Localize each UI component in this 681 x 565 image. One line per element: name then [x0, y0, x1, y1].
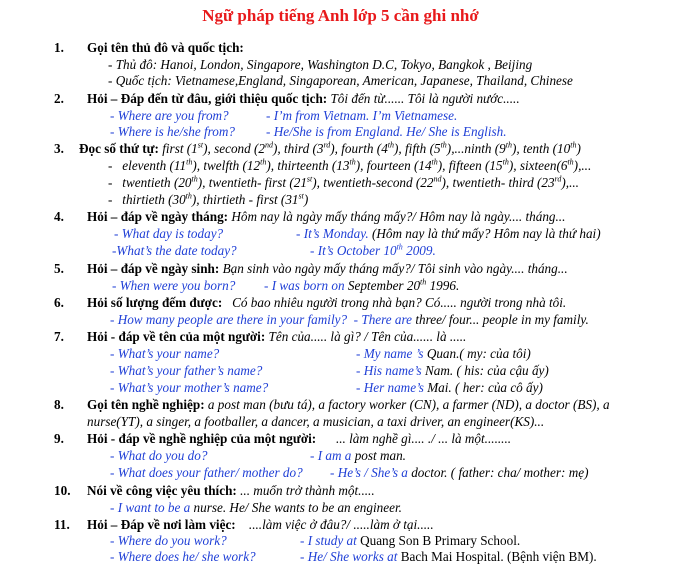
section-3-heading: Đọc số thứ tự: — [79, 141, 159, 156]
section-7-heading: Hỏi - đáp về tên của một người: — [87, 329, 266, 344]
section-7-line — [87, 328, 466, 345]
section-7-answer-2 — [356, 362, 549, 379]
section-1-capitals — [108, 56, 532, 73]
section-7-number: 7. — [54, 329, 64, 344]
question-text: - Where are you from? — [110, 108, 229, 123]
section-2-question-1 — [110, 107, 229, 124]
nationalities-text: - Quốc tịch: Vietnamese,England, Singaporean, American, Japanese, Thailand, Chinese — [108, 73, 573, 88]
section-5-answer-1: - I was born on September 20th 1996. — [264, 277, 460, 293]
answer-note: Mai. ( her: của cô ấy) — [427, 380, 543, 395]
answer-note: Quan.( my: của tôi) — [426, 346, 531, 361]
section-4-answer-1 — [296, 225, 601, 242]
section-5-number: 5. — [54, 261, 64, 276]
section-6-number: 6. — [54, 295, 64, 310]
question-text: - What’s your name? — [110, 346, 220, 361]
question-text: - When were you born? — [112, 278, 236, 293]
section-7-question-1 — [110, 345, 219, 362]
section-9-question-2 — [110, 464, 303, 481]
section-8-number: 8. — [54, 397, 64, 412]
section-11-answer-2 — [300, 548, 597, 565]
section-9-tail: ... làm nghề gì.... ./ ... là một........ — [335, 431, 512, 446]
question-text: - Where is he/she from? — [110, 124, 236, 139]
section-11-heading: Hỏi – Đáp về nơi làm việc: — [87, 517, 236, 532]
answer-text: - My name ’s — [356, 346, 424, 361]
section-8-tail: a post man (bưu tá), a factory worker (CN), a farmer (ND), a doctor (BS), a — [207, 397, 610, 412]
answer-note: doctor. — [411, 465, 448, 480]
section-6-tail: Có bao nhiêu người trong nhà bạn? Có..... người trong nhà tôi. — [232, 295, 567, 310]
section-2-heading: Hỏi – Đáp đến từ đâu, giới thiệu quốc tịch: — [87, 91, 328, 106]
question-text: - How many people are there in your family? — [110, 312, 348, 327]
question-text: - What do you do? — [110, 448, 208, 463]
section-7-answer-1 — [356, 345, 531, 362]
question-text: - I want to be a — [110, 500, 191, 515]
section-2-line — [87, 90, 520, 107]
question-text: - Where does he/ she work? — [110, 549, 256, 564]
section-1-heading: Gọi tên thủ đô và quốc tịch: — [87, 40, 244, 55]
question-text: - What’s your father’s name? — [110, 363, 263, 378]
section-9-answer-2 — [330, 464, 588, 481]
section-3-line — [79, 140, 581, 157]
answer-note: Nam. ( his: của cậu ấy) — [425, 363, 549, 378]
answer-note: Bach Mai Hospital. — [400, 549, 504, 564]
capitals-text: - Thủ đô: Hanoi, London, Singapore, Washington D.C, Tokyo, Bangkok , Beijing — [108, 57, 533, 72]
section-9-heading: Hỏi - đáp về nghề nghiệp của một người: — [87, 431, 317, 446]
answer-note: Quang Son B Primary School. — [360, 533, 521, 548]
section-7-answer-3 — [356, 379, 543, 396]
section-3-number: 3. — [54, 141, 64, 156]
answer-note: nurse. He/ She wants to be an engineer. — [193, 500, 402, 515]
section-10-line — [87, 482, 375, 499]
section-10-qa — [110, 499, 402, 516]
question-text: - What’s your mother’s name? — [110, 380, 269, 395]
section-9-answer-1 — [310, 447, 406, 464]
section-11-number: 11. — [54, 517, 70, 532]
answer-text: - I am a — [310, 448, 352, 463]
section-11-line — [87, 516, 434, 533]
section-10-heading: Nói về công việc yêu thích: — [87, 483, 237, 498]
ordinals-line-4: - thirtieth (30th), thirtieth - first (31st) — [108, 191, 309, 207]
section-9-question-1 — [110, 447, 207, 464]
section-1-nationalities — [108, 72, 573, 89]
jobs-text: nurse(YT), a singer, a footballer, a dancer, a musician, a taxi driver, an engineer(KS)... — [87, 414, 545, 429]
section-5-question-1 — [112, 277, 235, 294]
section-10-number: 10. — [54, 483, 71, 498]
section-4-answer-2: - It’s October 10th 2009. — [310, 242, 436, 258]
answer-note: (Hôm nay là thứ mấy? Hôm nay là thứ hai) — [371, 226, 601, 241]
question-text: - Where do you work? — [110, 533, 227, 548]
section-9-number: 9. — [54, 431, 64, 446]
section-6-line — [87, 294, 566, 311]
section-9-line — [87, 430, 511, 447]
answer-text: - Her name’s — [356, 380, 424, 395]
section-5-line — [87, 260, 568, 277]
section-2-question-2 — [110, 123, 235, 140]
section-11-question-2 — [110, 548, 256, 565]
ordinals-line-2: - eleventh (11th), twelfth (12th), thirteenth (13th), fourteen (14th), fifteen (15th), sixteen(6th),... — [108, 157, 592, 173]
section-1-number: 1. — [54, 40, 64, 55]
answer-note: post man. — [354, 448, 406, 463]
section-11-answer-1 — [300, 532, 520, 549]
section-5-heading: Hỏi – đáp về ngày sinh: — [87, 261, 220, 276]
section-4-tail: Hôm nay là ngày mấy tháng mấy?/ Hôm nay là ngày.... tháng... — [231, 209, 566, 224]
section-11-tail: ....làm việc ở đâu?/ .....làm ở tại..... — [248, 517, 434, 532]
section-6-heading: Hỏi số lượng đếm được: — [87, 295, 223, 310]
answer-note: three/ four... people in my family. — [415, 312, 589, 327]
section-8-line-2 — [87, 413, 544, 430]
question-text: - What day is today? — [114, 226, 224, 241]
answer-text: - He’s / She’s a — [330, 465, 408, 480]
section-5-tail: Bạn sinh vào ngày mấy tháng mấy?/ Tôi sinh vào ngày.... tháng... — [222, 261, 568, 276]
section-4-number: 4. — [54, 209, 64, 224]
answer-text: - There are — [353, 312, 413, 327]
section-4-question-1 — [114, 225, 223, 242]
section-4-heading: Hỏi – đáp về ngày tháng: — [87, 209, 229, 224]
answer-text: - He/She is from England. He/ She is English. — [266, 124, 507, 139]
answer-text: - I study at — [300, 533, 357, 548]
section-2-tail: Tôi đến từ...... Tôi là người nước..... — [330, 91, 520, 106]
section-4-question-2 — [112, 242, 237, 259]
section-8-heading: Gọi tên nghề nghiệp: — [87, 397, 205, 412]
answer-text: - I’m from Vietnam. I’m Vietnamese. — [266, 108, 458, 123]
ordinals-line-3: - twentieth (20th), twentieth- first (21st), twentieth-second (22nd), twentieth- third (23rd),... — [108, 174, 579, 190]
section-1-line — [87, 39, 244, 56]
answer-gloss: ( father: cha/ mother: mẹ) — [450, 465, 589, 480]
section-4-line — [87, 208, 565, 225]
section-2-answer-2 — [266, 123, 507, 140]
section-6-qa — [110, 311, 589, 328]
section-11-question-1 — [110, 532, 227, 549]
section-8-line — [87, 396, 610, 413]
section-7-question-2 — [110, 362, 262, 379]
section-10-tail: ... muốn trở thành một..... — [240, 483, 375, 498]
ordinals-line-1: first (1st), second (2nd), third (3rd), fourth (4th), fifth (5th),...ninth (9th), tenth (10th) — [162, 140, 581, 156]
question-text: - What does your father/ mother do? — [110, 465, 303, 480]
page-title: Ngữ pháp tiếng Anh lớp 5 cần ghi nhớ — [202, 6, 479, 25]
section-2-number: 2. — [54, 91, 64, 106]
answer-gloss: (Bệnh viện BM). — [506, 549, 597, 564]
answer-text: - I was born on — [264, 278, 345, 293]
section-7-question-3 — [110, 379, 268, 396]
answer-text: - He/ She works at — [300, 549, 398, 564]
section-2-answer-1 — [266, 107, 457, 124]
answer-text: - His name’s — [356, 363, 422, 378]
question-text: -What’s the date today? — [112, 243, 237, 258]
answer-text: - It’s Monday. — [296, 226, 369, 241]
section-7-tail: Tên của..... là gì? / Tên của...... là ..... — [268, 329, 467, 344]
